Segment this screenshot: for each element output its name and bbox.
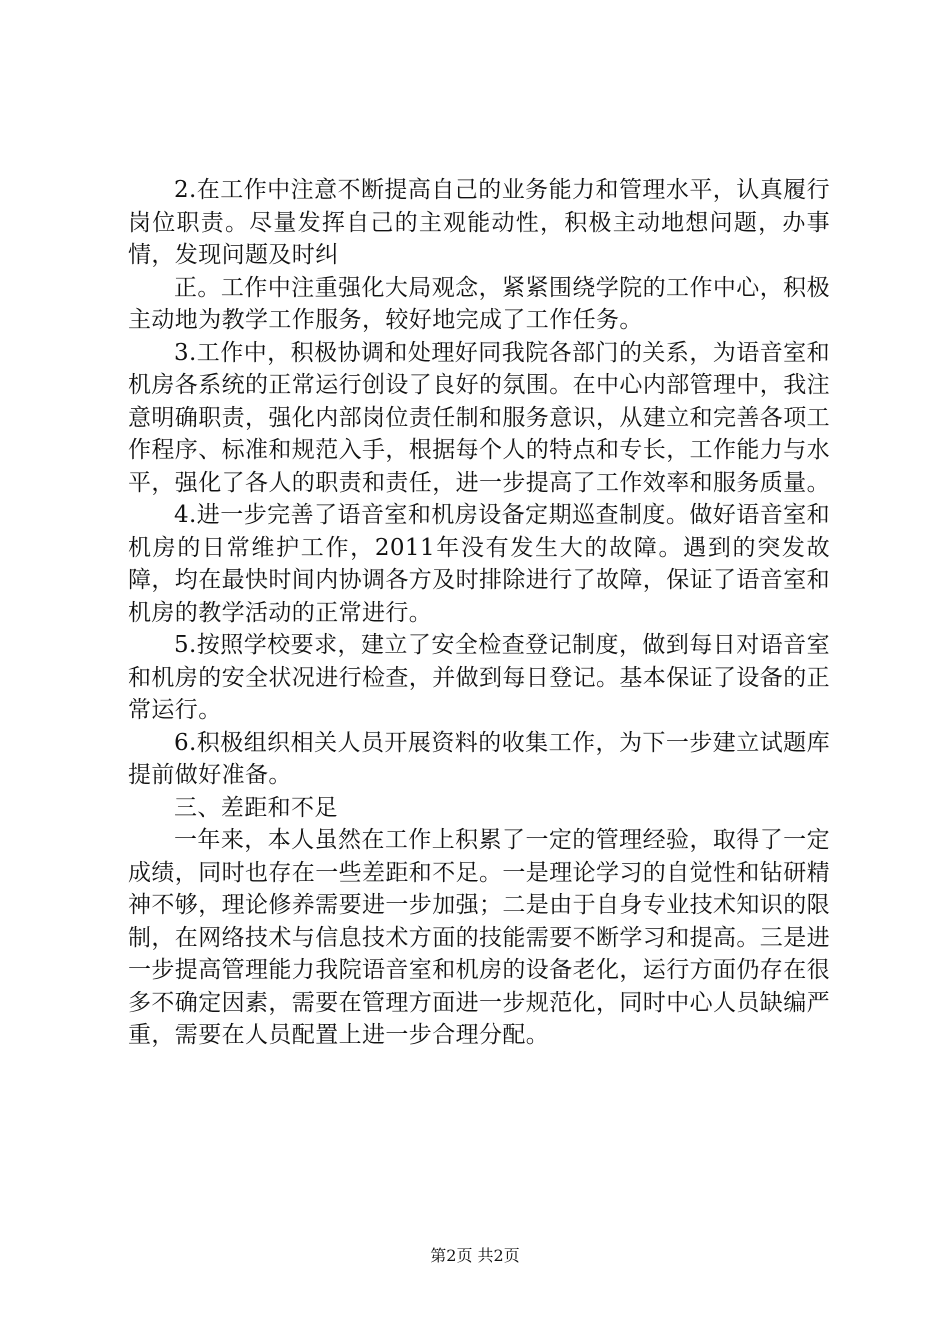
page-number-label: 第2页 共2页: [430, 1246, 520, 1265]
paragraph-item-6: 6.积极组织相关人员开展资料的收集工作，为下一步建立试题库提前做好准备。: [128, 729, 830, 788]
document-body: [128, 174, 830, 1052]
paragraph-summary: 一年来，本人虽然在工作上积累了一定的管理经验，取得了一定成绩，同时也存在一些差距和不足。一是理论学习的自觉性和钻研精神不够，理论修养需要进一步加强；二是由于自身专业技术知识的限制，在网络技术与信息技术方面的技能需要不断学习和提高。三是进一步提高管理能力我院语音室和机房的设备老化，运行方面仍存在很多不确定因素，需要在管理方面进一步规范化，同时中心人员缺编严重，需要在人员配置上进一步合理分配。: [128, 827, 830, 1048]
paragraph-item-5: 5.按照学校要求，建立了安全检查登记制度，做到每日对语音室和机房的安全状况进行检查，并做到每日登记。基本保证了设备的正常运行。: [128, 632, 830, 723]
paragraph-item-4: 4.进一步完善了语音室和机房设备定期巡查制度。做好语音室和机房的日常维护工作，2011年没有发生大的故障。遇到的突发故障，均在最快时间内协调各方及时排除进行了故障，保证了语音室和机房的教学活动的正常进行。: [128, 502, 830, 626]
section-heading: 三、差距和不足: [174, 794, 338, 821]
paragraph-continuation: 正。工作中注重强化大局观念，紧紧围绕学院的工作中心，积极主动地为教学工作服务，较好地完成了工作任务。: [128, 274, 830, 333]
paragraph-item-3: 3.工作中，积极协调和处理好同我院各部门的关系，为语音室和机房各系统的正常运行创设了良好的氛围。在中心内部管理中，我注意明确职责，强化内部岗位责任制和服务意识，从建立和完善各项工作程序、标准和规范入手，根据每个人的特点和专长，工作能力与水平，强化了各人的职责和责任，进一步提高了工作效率和服务质量。: [128, 339, 830, 496]
page-footer: [0, 1246, 950, 1266]
paragraph-item-2: 2.在工作中注意不断提高自己的业务能力和管理水平，认真履行岗位职责。尽量发挥自己的主观能动性，积极主动地想问题，办事情，发现问题及时纠: [128, 177, 830, 268]
